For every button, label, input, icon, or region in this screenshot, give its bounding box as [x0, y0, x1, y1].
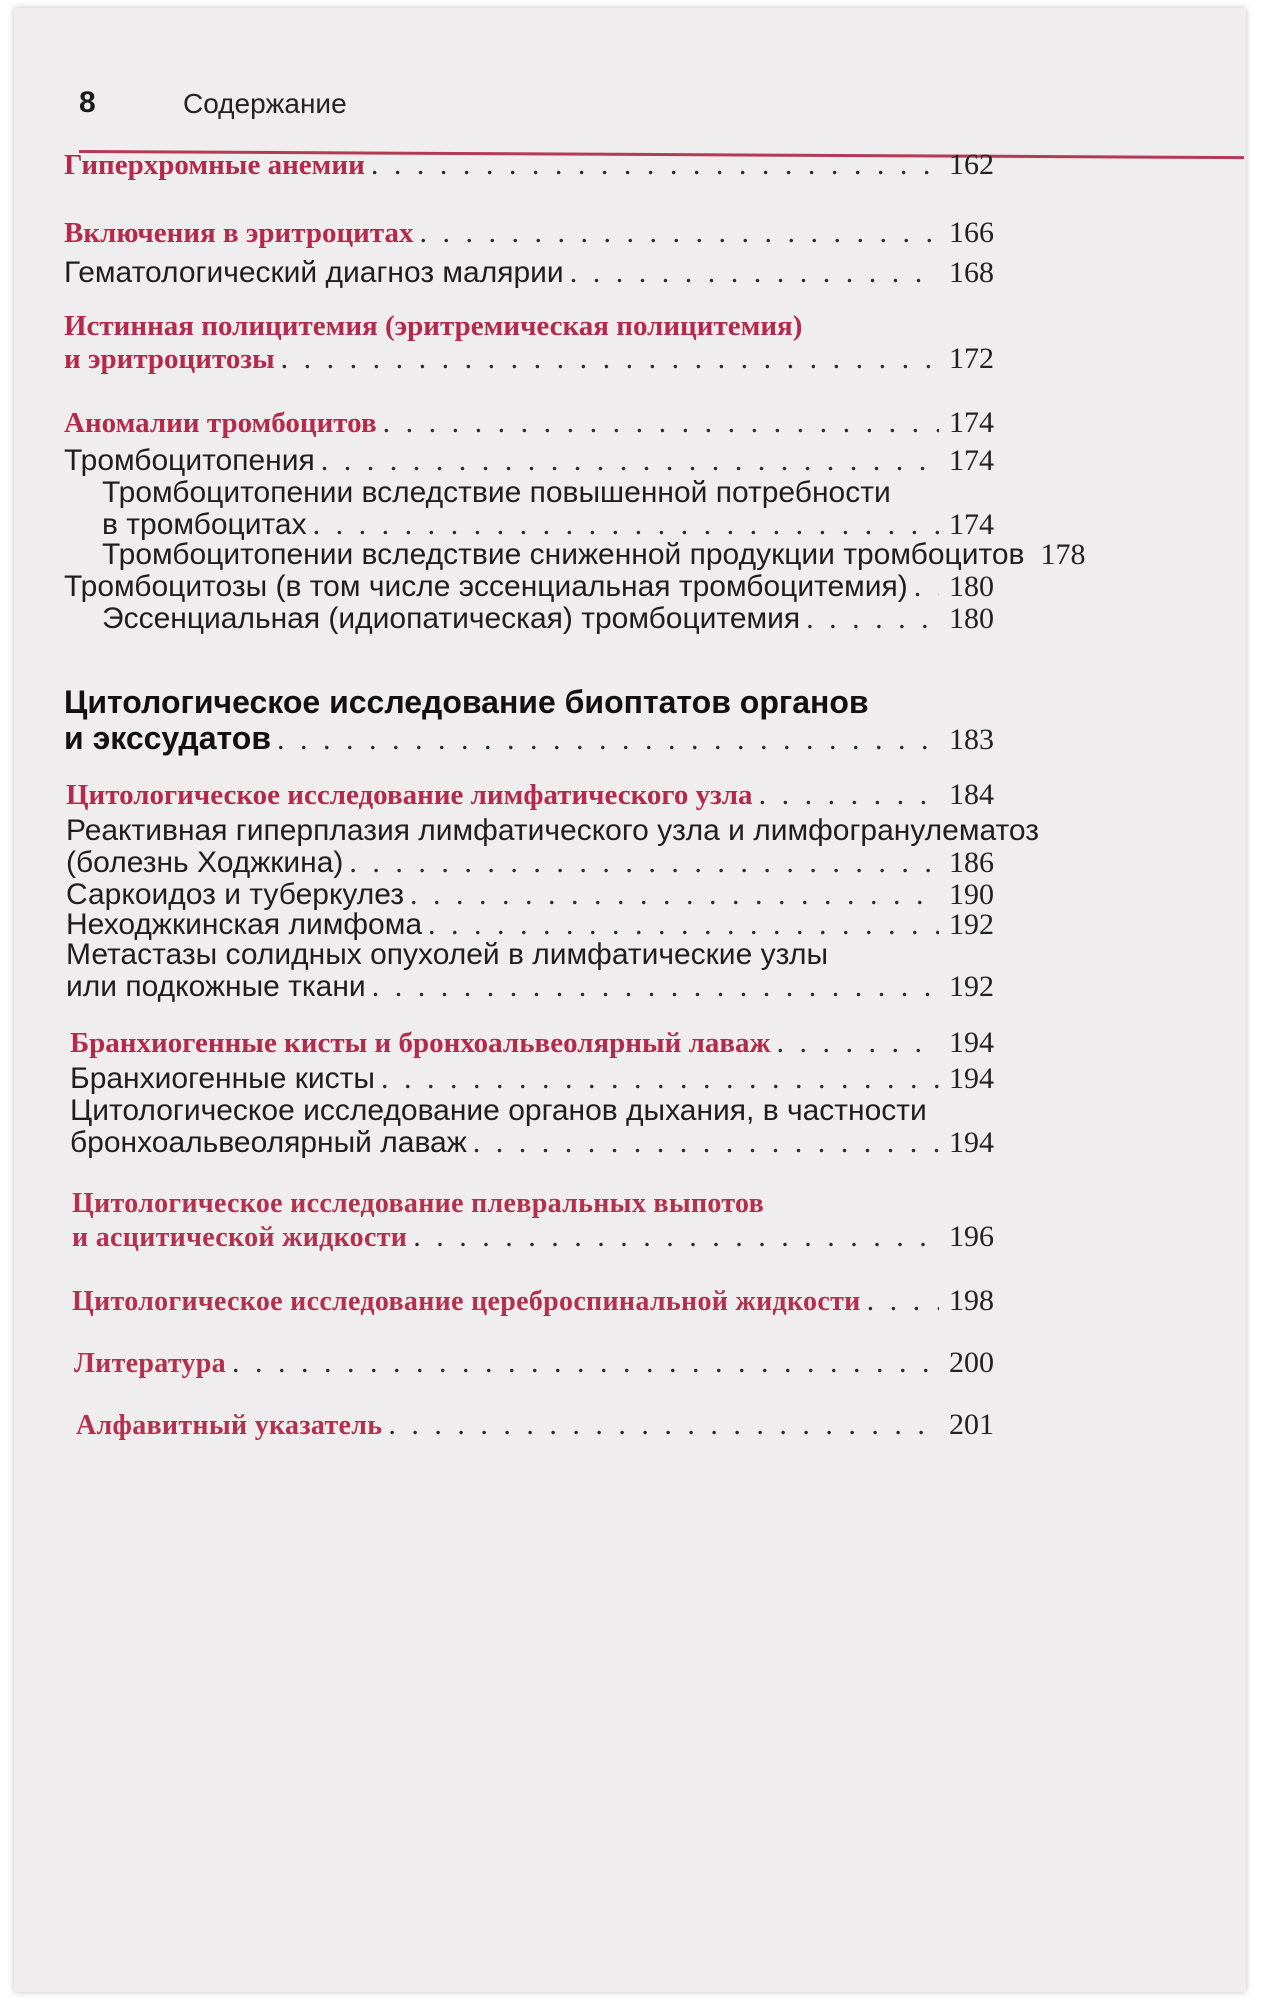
toc-entry: [102, 602, 994, 636]
toc-entry-title: (болезнь Ходжкина): [66, 846, 344, 879]
toc-entry: [70, 1062, 994, 1096]
table-of-contents: [14, 8, 1246, 1992]
toc-chapter-title-line1: Цитологическое исследование биоптатов органов: [64, 684, 869, 720]
toc-entry-title: и эритроцитозы: [64, 343, 275, 375]
toc-leader-dots: [759, 778, 939, 812]
toc-leader-dots: [428, 908, 939, 942]
toc-entry: [64, 444, 994, 478]
toc-leader-dots: [383, 406, 939, 440]
toc-page-number: 201: [949, 1408, 994, 1441]
toc-page-number: 174: [949, 508, 994, 541]
toc-entry-section: [72, 1220, 994, 1254]
toc-leader-dots: [372, 970, 939, 1004]
running-title: Содержание: [183, 88, 347, 119]
toc-entry: [102, 508, 994, 542]
toc-leader-dots: [570, 256, 939, 290]
toc-entry-title: бронхоальвеолярный лаваж: [70, 1126, 467, 1159]
toc-page-number: 192: [949, 908, 994, 941]
toc-entry-title: Эссенциальная (идиопатическая) тромбоцитемия: [102, 602, 801, 635]
toc-entry-title: Бранхиогенные кисты: [70, 1062, 375, 1095]
toc-page-number: 198: [949, 1284, 994, 1317]
toc-page-number: 180: [949, 602, 994, 635]
toc-entry: [66, 878, 994, 912]
toc-page-number: 194: [949, 1026, 994, 1059]
toc-entry-section: [76, 1408, 994, 1442]
toc-page-number: 168: [949, 256, 994, 289]
toc-page-number: 183: [949, 723, 994, 756]
toc-leader-dots: [388, 1408, 939, 1442]
toc-entry: [66, 970, 994, 1004]
toc-entry-section: [64, 406, 994, 440]
toc-leader-dots: [321, 444, 939, 478]
book-page: [14, 8, 1246, 1992]
toc-entry-title-line1: Реактивная гиперплазия лимфатического узла и лимфогранулематоз: [66, 814, 1040, 847]
toc-page-number: 178: [1040, 538, 1086, 571]
toc-page-number: 200: [949, 1346, 994, 1379]
toc-leader-dots: [806, 602, 939, 636]
toc-entry: [102, 538, 1086, 572]
toc-page-number: 196: [949, 1220, 994, 1253]
toc-leader-dots: [381, 1062, 939, 1096]
toc-entry-section: [66, 778, 994, 812]
toc-leader-dots: [777, 1026, 939, 1060]
toc-page-number: 194: [949, 1126, 994, 1159]
toc-leader-dots: [349, 846, 939, 880]
toc-page-number: 186: [949, 846, 994, 879]
toc-entry-title: Аномалии тромбоцитов: [64, 407, 377, 439]
toc-leader-dots: [313, 508, 939, 542]
toc-entry-section: [72, 1284, 994, 1318]
toc-page-number: 184: [949, 778, 994, 811]
toc-leader-dots: [473, 1126, 939, 1160]
toc-page-number: 192: [949, 970, 994, 1003]
toc-entry-title: Гиперхромные анемии: [64, 149, 365, 181]
toc-entry-title: Бранхиогенные кисты и бронхоальвеолярный лаваж: [70, 1027, 771, 1059]
toc-entry-title: Тромбоцитопении вследствие сниженной продукции тромбоцитов: [102, 538, 1025, 571]
toc-entry-title: Включения в эритроцитах: [64, 217, 414, 249]
toc-page-number: 194: [949, 1062, 994, 1095]
toc-entry-title: Цитологическое исследование цереброспинальной жидкости: [72, 1286, 861, 1317]
toc-entry-title: Саркоидоз и туберкулез: [66, 878, 405, 911]
toc-entry-title-line1: Тромбоцитопении вследствие повышенной потребности: [102, 476, 891, 509]
toc-entry-title: или подкожные ткани: [66, 970, 366, 1003]
toc-leader-dots: [420, 216, 940, 250]
toc-entry: [66, 846, 994, 880]
toc-leader-dots: [867, 1284, 939, 1318]
toc-page-number: 190: [949, 878, 994, 911]
toc-entry-section: [64, 148, 994, 182]
toc-entry-title: и асцитической жидкости: [72, 1222, 408, 1253]
toc-leader-dots: [232, 1346, 939, 1380]
toc-entry-title: Гематологический диагноз малярии: [64, 256, 564, 289]
toc-leader-dots: [413, 1220, 939, 1254]
toc-entry-chapter: [64, 720, 994, 757]
toc-page-number: 180: [949, 570, 994, 603]
toc-entry-title-line1: Истинная полицитемия (эритремическая полицитемия): [64, 310, 803, 342]
toc-page-number: 174: [949, 444, 994, 477]
toc-entry: [70, 1126, 994, 1160]
toc-page-number: 162: [949, 148, 994, 181]
toc-page-number: 166: [949, 216, 994, 249]
toc-entry-title: Цитологическое исследование лимфатического узла: [66, 779, 753, 811]
page-number: 8: [79, 86, 96, 119]
toc-leader-dots: [277, 723, 939, 757]
toc-leader-dots: [914, 570, 939, 604]
toc-entry-title-line1: Метастазы солидных опухолей в лимфатические узлы: [66, 938, 829, 971]
toc-entry-title-line1: Цитологическое исследование плевральных выпотов: [72, 1188, 765, 1219]
toc-entry-section: [64, 216, 994, 250]
toc-entry-section: [64, 342, 994, 376]
toc-leader-dots: [371, 148, 939, 182]
toc-entry-title: и экссудатов: [64, 720, 271, 756]
toc-page-number: 172: [949, 342, 994, 375]
toc-entry: [64, 256, 994, 290]
toc-entry-title: Литература: [74, 1348, 226, 1379]
toc-entry-section: [74, 1346, 994, 1380]
toc-leader-dots: [410, 878, 939, 912]
toc-entry: [64, 570, 994, 604]
toc-entry-title: в тромбоцитах: [102, 508, 307, 541]
toc-entry-title: Неходжкинская лимфома: [66, 908, 423, 941]
toc-entry-title: Тромбоцитопения: [64, 444, 315, 477]
toc-entry: [66, 908, 994, 942]
toc-page-number: 174: [949, 406, 994, 439]
toc-entry-title: Тромбоцитозы (в том числе эссенциальная тромбоцитемия): [64, 570, 908, 603]
toc-entry-section: [70, 1026, 994, 1060]
toc-leader-dots: [281, 342, 939, 376]
toc-entry-title: Алфавитный указатель: [76, 1410, 383, 1441]
toc-entry-title-line1: Цитологическое исследование органов дыхания, в частности: [70, 1094, 927, 1127]
